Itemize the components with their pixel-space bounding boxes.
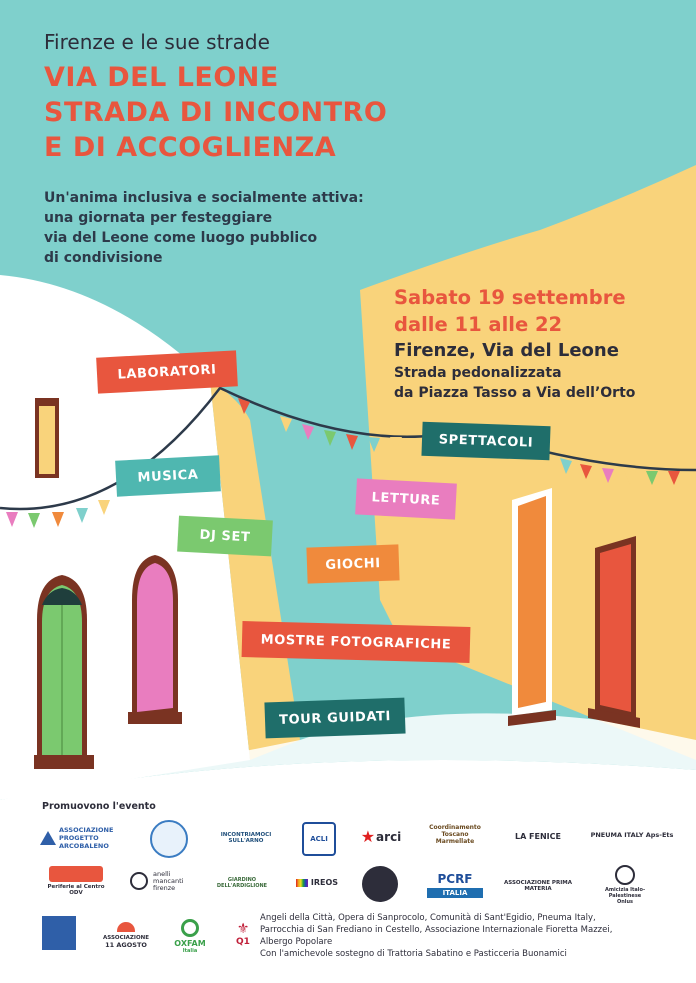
logo-arcobaleno: ASSOCIAZIONE PROGETTO ARCOBALENO	[40, 826, 130, 850]
poster-kicker: Firenze e le sue strade	[44, 30, 270, 54]
tag-giochi: GIOCHI	[306, 544, 399, 583]
rainbow-icon	[296, 879, 308, 887]
logo-la-fenice: LA FENICE	[514, 832, 561, 841]
intro-text	[44, 188, 364, 268]
place-detail-line: Strada pedonalizzata	[394, 365, 562, 381]
logo-arci: ★ arci	[360, 827, 402, 846]
title-line: E DI ACCOGLIENZA	[44, 132, 337, 163]
tag-laboratori: LABORATORI	[96, 350, 238, 393]
intro-line: Un'anima inclusiva e socialmente attiva:	[44, 190, 364, 206]
date-line: Sabato 19 settembre	[394, 286, 626, 309]
title-line: VIA DEL LEONE	[44, 62, 279, 93]
event-place: Firenze, Via del Leone	[394, 340, 619, 361]
logo-square-blue	[42, 916, 76, 950]
triangle-icon	[40, 831, 56, 845]
intro-line: una giornata per festeggiare	[44, 210, 273, 226]
place-detail-line: da Piazza Tasso a Via dell’Orto	[394, 385, 636, 401]
poster-title	[44, 60, 387, 165]
intro-line: via del Leone come luogo pubblico	[44, 230, 318, 246]
intro-line: di condivisione	[44, 250, 163, 266]
logo-ireos: IREOS	[290, 874, 344, 892]
lily-icon: ⚜	[236, 921, 250, 937]
logo-comune-firenze-q1: ⚜ Q1	[236, 921, 250, 947]
tag-letture: LETTURE	[355, 478, 457, 519]
event-place-details	[394, 363, 635, 403]
logo-prima-materia: ASSOCIAZIONE PRIMA MATERIA	[504, 880, 572, 892]
credits-line: Angeli della Città, Opera di Sanprocolo, Comunità di Sant'Egidio, Pneuma Italy,	[260, 913, 596, 923]
ring-icon	[130, 872, 148, 890]
tag-spettacoli: SPETTACOLI	[421, 422, 550, 460]
logo-oxfam: OXFAM Italia	[170, 916, 210, 956]
logo-anelli-mancanti: anelli mancanti firenze	[130, 868, 210, 894]
ring-icon	[615, 865, 635, 885]
logo-pcrf: PCRF ITALIA	[426, 866, 484, 904]
logo-pneuma: PNEUMA ITALY Aps-Ets	[590, 831, 674, 839]
credits-text	[260, 912, 680, 960]
tag-musica: MUSICA	[115, 455, 221, 496]
logo-round-dark	[362, 866, 398, 902]
logo-round-blue	[150, 820, 188, 858]
logo-11-agosto: ASSOCIAZIONE 11 AGOSTO	[100, 916, 152, 954]
sun-icon	[117, 922, 135, 932]
tag-mostre-fotografiche: MOSTRE FOTOGRAFICHE	[242, 621, 471, 663]
tag-tour-guidati: TOUR GUIDATI	[264, 698, 405, 739]
time-line: dalle 11 alle 22	[394, 313, 563, 336]
event-date	[394, 284, 626, 338]
logo-sullarno: INCONTRIAMOCI SULL'ARNO	[220, 832, 272, 844]
star-icon: ★	[360, 827, 376, 846]
periferie-mark	[49, 866, 103, 882]
tag-dj-set: DJ SET	[177, 516, 273, 557]
logo-acli: ACLI	[302, 822, 336, 856]
logo-amicizia: Amicizia Italo-Palestinese Onlus	[600, 862, 650, 908]
credits-line: Con l'amichevole sostegno di Trattoria Sabatino e Pasticceria Buonamici	[260, 949, 567, 959]
credits-line: Parrocchia di San Frediano in Cestello, Associazione Internazionale Fioretta Mazzei,	[260, 925, 613, 935]
credits-line: Albergo Popolare	[260, 937, 333, 947]
title-line: STRADA DI INCONTRO	[44, 97, 388, 128]
logo-giardino: GIARDINO DELL'ARDIGLIONE	[216, 877, 268, 889]
oxfam-mark	[181, 919, 199, 937]
promoters-label: Promuovono l'evento	[42, 801, 156, 812]
logo-periferie: Periferie al Centro ODV	[40, 864, 112, 898]
logo-coordinamento: Coordinamento Toscano Marmellate	[429, 823, 481, 845]
